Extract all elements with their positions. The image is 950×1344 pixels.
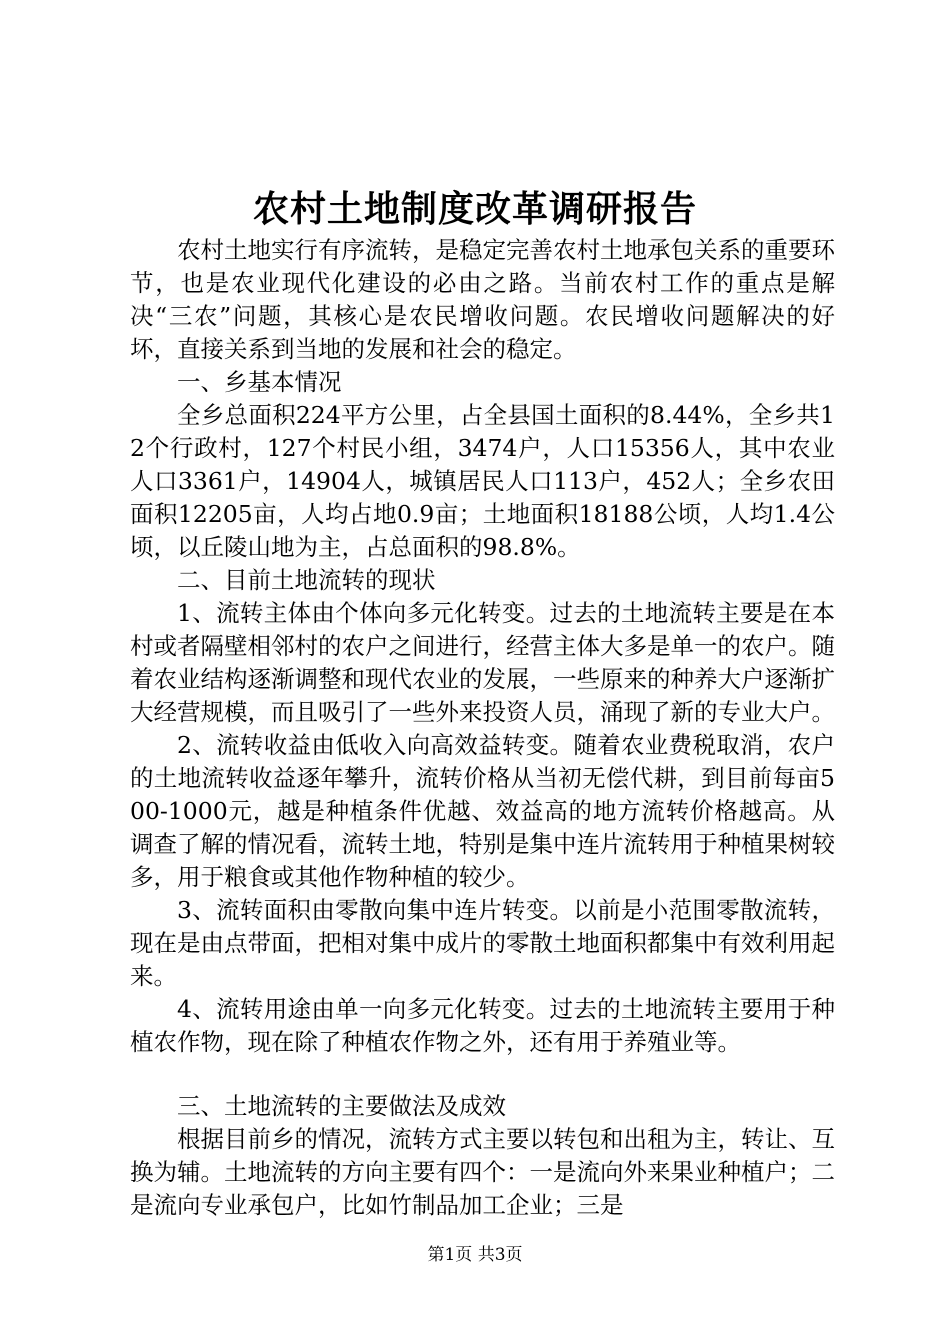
section-heading-3: 三、土地流转的主要做法及成效	[177, 1092, 506, 1120]
intro-paragraph: 农村土地实行有序流转，是稳定完善农村土地承包关系的重要环节，也是农业现代化建设的必由之路。当前农村工作的重点是解决“三农”问题，其核心是农民增收问题。农民增收问题解决的好坏，直接关系到当地的发展和社会的稳定。	[130, 236, 835, 363]
basic-info-paragraph: 全乡总面积224平方公里，占全县国土面积的8.44%，全乡共12个行政村，127个村民小组，3474户，人口15356人，其中农业人口3361户，14904人，城镇居民人口113户，452人；全乡农田面积12205亩，人均占地0.9亩；土地面积18188公顷，人均1.4公顷，以丘陵山地为主，占总面积的98.8%。	[130, 401, 835, 561]
document-body	[130, 234, 835, 1222]
status-paragraph-2: 2、流转收益由低收入向高效益转变。随着农业费税取消，农户的土地流转收益逐年攀升，流转价格从当初无偿代耕，到目前每亩500-1000元，越是种植条件优越、效益高的地方流转价格越高。从调查了解的情况看，流转土地，特别是集中连片流转用于种植果树较多，用于粮食或其他作物种植的较少。	[130, 731, 835, 891]
document-title: 农村土地制度改革调研报告	[252, 188, 697, 230]
status-paragraph-4: 4、流转用途由单一向多元化转变。过去的土地流转主要用于种植农作物，现在除了种植农作物之外，还有用于养殖业等。	[130, 995, 835, 1056]
status-paragraph-1: 1、流转主体由个体向多元化转变。过去的土地流转主要是在本村或者隔壁相邻村的农户之间进行，经营主体大多是单一的农户。随着农业结构逐渐调整和现代农业的发展，一些原来的种养大户逐渐扩大经营规模，而且吸引了一些外来投资人员，涌现了新的专业大户。	[130, 599, 835, 726]
practice-paragraph: 根据目前乡的情况，流转方式主要以转包和出租为主，转让、互换为辅。土地流转的方向主要有四个：一是流向外来果业种植户；二是流向专业承包户，比如竹制品加工企业；三是	[130, 1125, 835, 1219]
paragraph-spacer	[130, 1059, 835, 1090]
status-paragraph-3: 3、流转面积由零散向集中连片转变。以前是小范围零散流转，现在是由点带面，把相对集中成片的零散土地面积都集中有效利用起来。	[130, 896, 835, 990]
section-heading-1: 一、乡基本情况	[177, 368, 342, 396]
section-heading-2: 二、目前土地流转的现状	[177, 566, 436, 594]
page-footer: 第1页 共3页	[427, 1245, 523, 1265]
